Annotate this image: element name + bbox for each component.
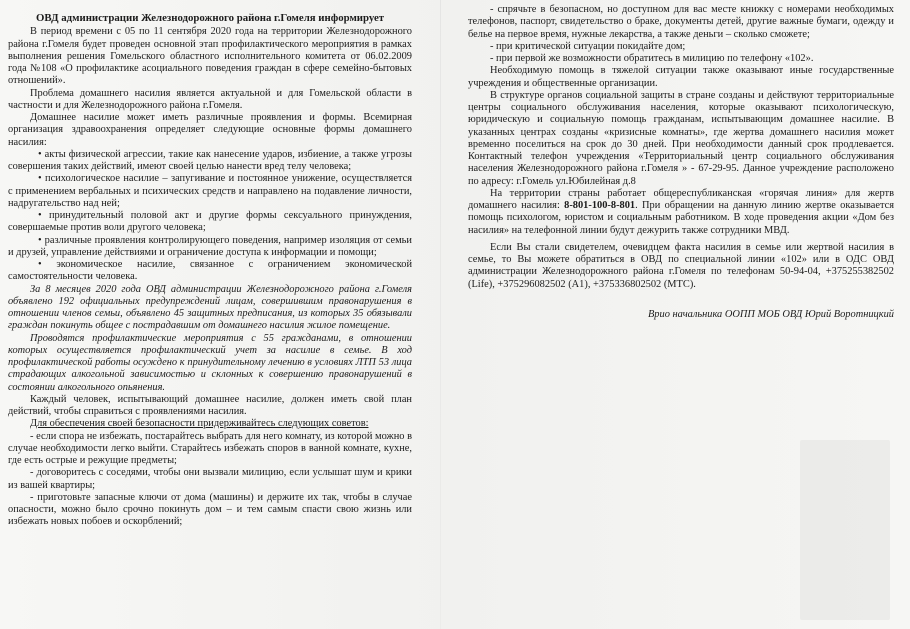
advice-heading: Для обеспечения своей безопасности придерживайтесь следующих советов: — [30, 418, 369, 430]
advice-keys: - приготовьте запасные ключи от дома (машины) и держите их так, чтобы в случае опасности, можно было срочно покинуть дом – и тем самым спасти свою жизнь или избежать новых побоев и оскорблений; — [8, 491, 412, 528]
paragraph-statistics: За 8 месяцев 2020 года ОВД администрации Железнодорожного района г.Гомеля объявлено 192 официальных предупреждений лицам, совершившим правонарушения в отношении членов семьи, объявлено 45 защитных предписания, из которых 35 обязывали граждан покинуть общее с пострадавшим от домашнего насилия жилое помещение. — [8, 283, 412, 332]
bullet-physical: • акты физической агрессии, такие как нанесение ударов, избиение, а также угрозы совершения таких действий, имеют своей целью нанести вред телу человека; — [8, 148, 412, 172]
right-column — [468, 4, 894, 321]
paragraph-problem: Проблема домашнего насилия является актуальной и для Гомельской области в частности и для Железнодорожного района г.Гомеля. — [8, 87, 412, 111]
advice-police: - при первой же возможности обратитесь в милицию по телефону «102». — [490, 53, 814, 64]
advice-neighbours: - договоритесь с соседями, чтобы они вызвали милицию, если услышат шум и крики из вашей квартиры; — [8, 467, 412, 491]
advice-room: - если спора не избежать, постарайтесь выбрать для него комнату, из которой можно в случае необходимости легко выйти. Старайтесь избежать споров в ванной комнате, кухне, где есть острые и режущие предметы; — [8, 430, 412, 466]
page-fold — [440, 0, 441, 629]
paragraph-contacts: Если Вы стали свидетелем, очевидцем факта насилия в семье или жертвой насилия в семье, то Вы можете обратиться в ОВД по специальной линии «102» или в ОДС ОВД администрации Железнодорожного района г.Гомеля по телефонам 50-94-04, +375255382502 (Life), +375296082502 (A1), +375336802502 (МТС). — [468, 241, 894, 290]
scan-shadow — [800, 440, 890, 620]
hotline-number: 8-801-100-8-801 — [564, 200, 636, 211]
paragraph-hotline — [468, 188, 894, 237]
left-column — [8, 12, 412, 529]
paragraph-plan: Каждый человек, испытывающий домашнее насилие, должен иметь свой план действий, чтобы справиться с проявлениями насилия. — [8, 393, 412, 417]
paragraph-social-centers: В структуре органов социальной защиты в стране созданы и действуют территориальные центры социального обслуживания населения, которые оказывают психологическую, юридическую и социальную помощь гражданам, испытывающим домашнее насилие. В указанных центрах созданы «кризисные комнаты», где жертва домашнего насилия может временно поселиться на срок до 30 дней. При необходимости данный срок продлевается. Контактный телефон учреждения «Территориальный центр социального обслуживания населения Железнодорожного района г.Гомеля » - 67-29-95. Данное учреждение расположено по адресу: г.Гомель ул.Юбилейная д.8 — [468, 89, 894, 187]
bullet-sexual: • принудительный половой акт и другие формы сексуального принуждения, совершаемые против воли другого человека; — [8, 210, 412, 234]
advice-documents: - спрячьте в безопасном, но доступном для вас месте книжку с номерами необходимых телефонов, паспорт, свидетельство о браке, документы детей, другие важные бумаги, одежду и белье на первое время, нужные лекарства, а также деньги – сколько сможете; — [468, 4, 894, 40]
bullet-economic: • экономическое насилие, связанное с ограничением экономической самостоятельности человека. — [8, 259, 412, 283]
advice-leave: - при критической ситуации покидайте дом; — [490, 40, 686, 52]
document-title: ОВД администрации Железнодорожного района г.Гомеля информирует — [35, 12, 385, 24]
hotline-intro: На территории страны работает общереспубликанская «горячая линия» для жертв домашнего насилия: — [468, 187, 894, 211]
hotline-details: . При обращении на данную линию жертве оказывается помощь психологом, юристом и социальным работником. В ходе проведения акции «Дом без насилия» на телефонной линии будут дежурить также сотрудники МВД. — [468, 200, 894, 236]
paragraph-forms: Домашнее насилие может иметь различные проявления и формы. Всемирная организация здравоохранения определяет следующие основные формы домашнего насилия: — [8, 112, 412, 148]
signature-line: Врио начальника ООПП МОБ ОВД Юрий Воротницкий — [647, 308, 894, 320]
paragraph-prevention: Проводятся профилактические мероприятия с 55 гражданами, в отношении которых осуществляется профилактический учет за насилие в семье. В ход профилактической работы осуждено к принудительному лечению в условиях ЛТП 53 лица страдающих алкогольной зависимостью и склонных к совершению правонарушений в состоянии алкогольного опьянения. — [8, 332, 412, 393]
bullet-control: • различные проявления контролирующего поведения, например изоляция от семьи и друзей, управление действиями и ограничение доступа к информации и помощи; — [8, 234, 412, 258]
bullet-psychological: • психологическое насилие – запугивание и постоянное унижение, осуществляется с применением вербальных и психических средств и направлено на подавление личности, надругательство над ней; — [8, 173, 412, 209]
paragraph-help: Необходимую помощь в тяжелой ситуации также оказывают иные государственные учреждения и общественные организации. — [468, 65, 894, 89]
paragraph-event: В период времени с 05 по 11 сентября 2020 года на территории Железнодорожного района г.Гомеля будет проведен основной этап профилактического мероприятия в рамках выполнения решения Гомельского областного исполнительного комитета от 06.02.2009 года №108 «О профилактике асоциального поведения граждан в сфере семейно-бытовых отношений». — [8, 26, 412, 87]
